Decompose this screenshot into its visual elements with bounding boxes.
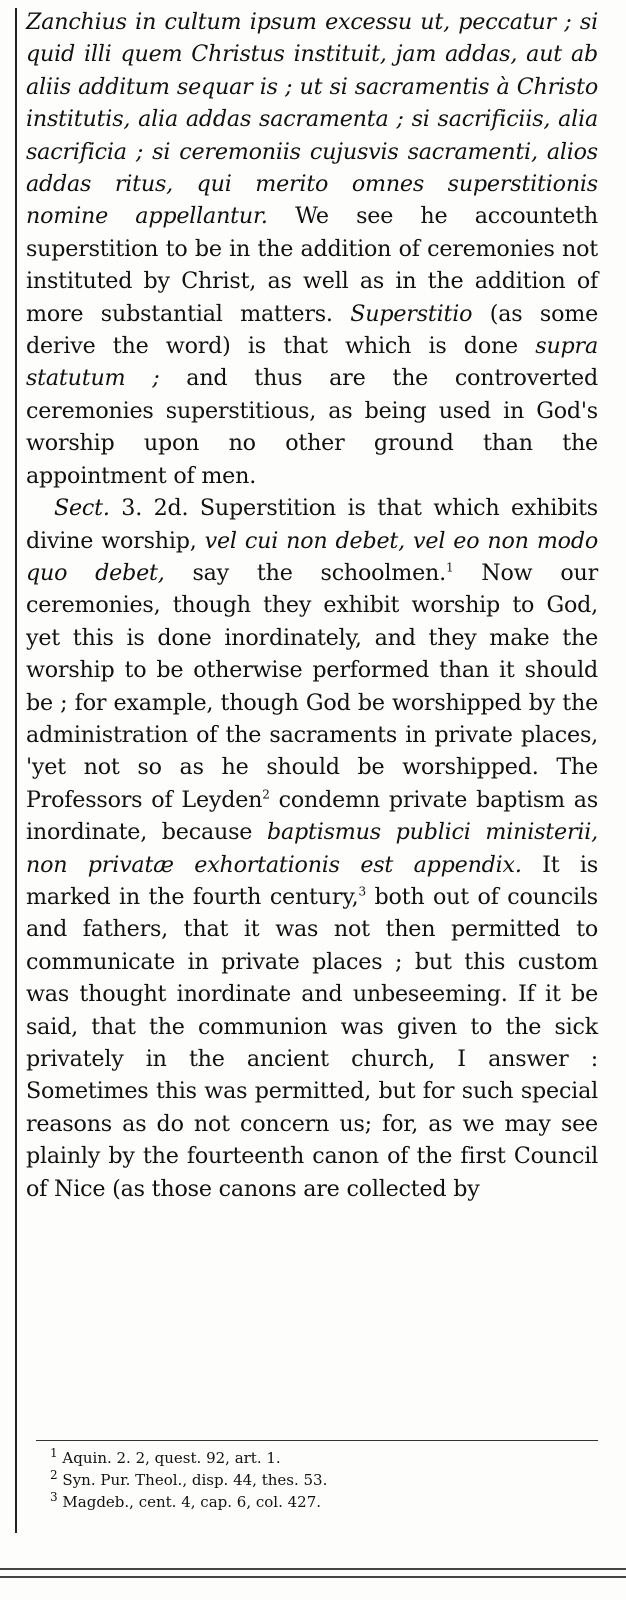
paragraph-2: Sect. 3. 2d. Superstition is that which exhibits divine worship, vel cui non debet, vel eo non modo quo debet, say the schoolmen.$^1$ Now our ceremonies, though they exhibit worship to God, yet this is done inordinately, and they make the worship to be otherwise performed than it should be ; for example, though God be worshipped by the administration of the sacraments in private places, 'yet not so as he should be worshipped. The Professors of Leyden$^2$ condemn private baptism as inordinate, because baptismus publici ministerii, non privatæ exhortationis est appendix. It is marked in the fourth century,$^3$ both out of councils and fathers, that it was not then permitted to communicate in private places ; but this custom was thought inordinate and unbeseeming. If it be said, that the communion was given to the sick privately in the ancient church, I answer : Sometimes this was permitted, but for such special reasons as do not concern us; for, as we may see plainly by the fourteenth canon of the first Council of Nice (as those canons are collected by bbox=[26, 495, 599, 1202]
paragraph-1: Zanchius in cultum ipsum excessu ut, peccatur ; si quid illi quem Christus instituit, jam addas, aut ab aliis additum sequar is ; ut si sacramentis à Christo institutis, alia addas sacramenta ; si sacrificiis, alia sacrificia ; si ceremoniis cujusvis sacramenti, alios addas ritus, qui merito omnes superstitionis nomine appellantur. We see he accounteth superstition to be in the addition of ceremonies not instituted by Christ, as well as in the addition of more substantial matters. Superstitio (as some derive the word) is that which is done supra statutum ; and thus are the controverted ceremonies superstitious, as being used in God's worship upon no other ground than the appointment of men. bbox=[26, 9, 598, 489]
section-label: Sect. bbox=[54, 495, 110, 522]
latin-phrase: supra statutum ; bbox=[26, 333, 598, 392]
footnote-ref: 3 bbox=[358, 884, 366, 899]
footnote-divider bbox=[36, 1440, 598, 1441]
footnote-ref: 2 bbox=[262, 787, 270, 802]
latin-term: Superstitio bbox=[350, 300, 473, 327]
bottom-rule bbox=[0, 1576, 626, 1578]
bottom-rule bbox=[0, 1568, 626, 1570]
footnote: $^2$ Syn. Pur. Theol., disp. 44, thes. 53. bbox=[50, 1468, 328, 1489]
footnote-ref: 1 bbox=[445, 560, 454, 575]
footnote: $^3$ Magdeb., cent. 4, cap. 6, col. 427. bbox=[50, 1490, 322, 1511]
left-margin-rule bbox=[15, 8, 17, 1533]
latin-quote: Zanchius in cultum ipsum excessu ut, peccatur ; si quid illi quem Christus instituit, jam addas, aut ab aliis additum sequar is ; ut si sacramentis à Christo institutis, alia addas sacramenta ; si sacrificiis, alia sacrificia ; si ceremoniis cujusvis sacramenti, alios addas ritus, qui merito omnes superstitionis nomine appellantur. bbox=[26, 9, 598, 230]
latin-quote: baptismus publici ministerii, non privatæ exhortationis est appendix. bbox=[26, 819, 598, 878]
footnote: $^1$ Aquin. 2. 2, quest. 92, art. 1. bbox=[50, 1446, 281, 1467]
latin-phrase: vel cui non debet, vel eo non modo quo debet, bbox=[26, 527, 598, 586]
footnotes bbox=[50, 1447, 590, 1513]
body-text bbox=[26, 6, 598, 1205]
